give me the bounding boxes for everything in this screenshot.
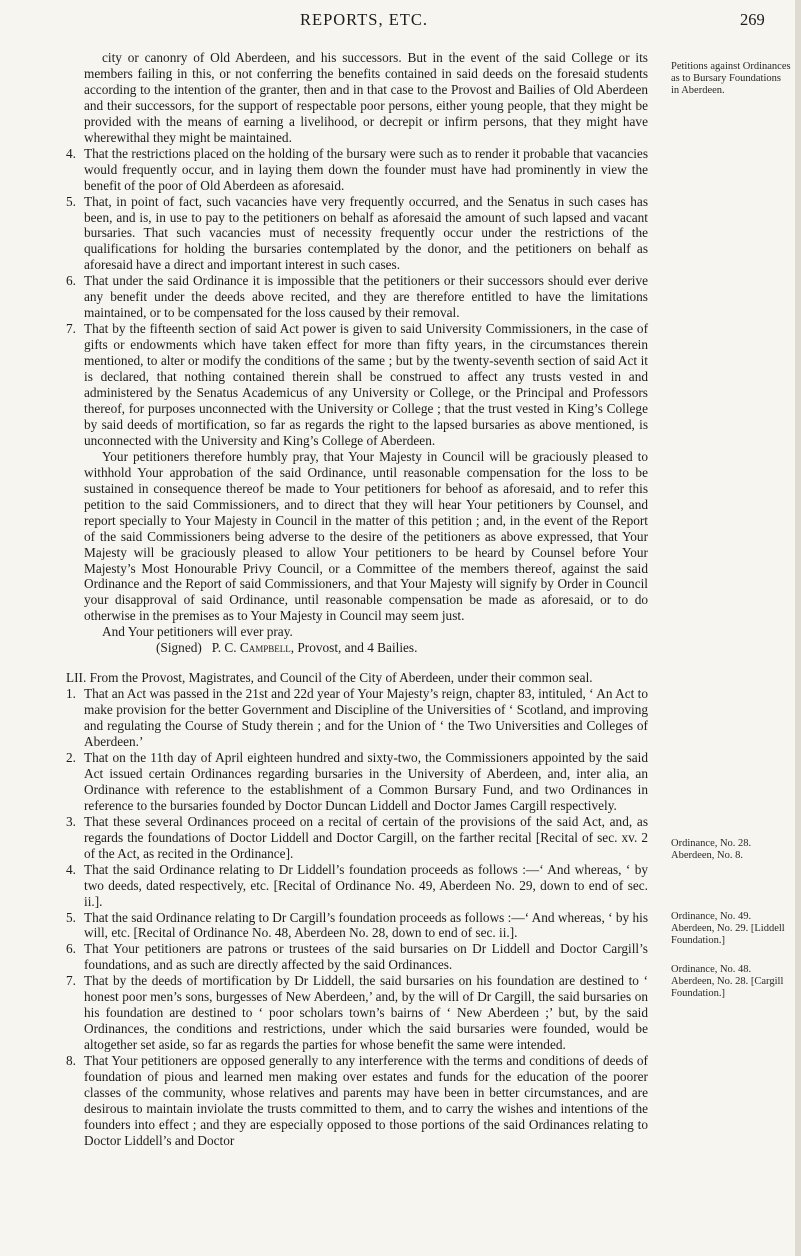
item-number: 8. — [66, 1053, 76, 1069]
item-text: That the said Ordinance relating to Dr Cargill’s foundation proceeds as follows :—‘ And whereas, ‘ by his will, etc. [Recital of Ordinance No. 48, Aberdeen No. 28, down to end of sec. ii.]. — [84, 909, 649, 941]
item-number: 4. — [66, 861, 76, 877]
margin-note: Petitions against Ordinances as to Bursary Foundations in Aberdeen. — [671, 61, 791, 96]
running-title: REPORTS, ETC. — [300, 10, 428, 29]
numbered-item — [48, 941, 648, 973]
numbered-item — [48, 814, 648, 862]
item-number: 2. — [66, 749, 76, 765]
margin-note: Ordinance, No. 49. Aberdeen, No. 29. [Liddell Foundation.] — [671, 911, 785, 946]
item-text: That Your petitioners are patrons or trustees of the said bursaries on Dr Liddell and Doctor Cargill’s foundations, and as such are directly affected by the said Ordinances. — [84, 941, 648, 973]
item-text: That by the deeds of mortification by Dr Liddell, the said bursaries on his foundation are destined to ‘ honest poor men’s sons, burgesses of New Aberdeen,’ and, by the will of Dr Cargill, the said bursaries on his foundation are destined to ‘ poor scholars town’s bairns of ‘ New Aberdeen ;’ but, by the said Ordinances, the conditions and restrictions, under which the said bursaries were founded, would be altogether set aside, so far as regards the parties for whose benefit the same were intended. — [84, 973, 648, 1053]
item-text: That under the said Ordinance it is impossible that the petitioners or their successors should ever derive any benefit under the deeds above recited, and they are therefore entitled to have the limitations maintained, or to be compensated for the loss caused by their removal. — [84, 273, 648, 321]
page-number: 269 — [740, 10, 765, 29]
item-text: That the restrictions placed on the holding of the bursary were such as to render it probable that vacancies would frequently occur, and in laying them down the founder must have had prominently in view the benefit of the poor of Old Aberdeen as aforesaid. — [84, 145, 648, 193]
numbered-item — [48, 686, 648, 750]
signed-label: (Signed) — [156, 640, 202, 656]
item-number: 7. — [66, 321, 76, 337]
petition-list-b — [48, 686, 648, 1149]
running-header — [0, 10, 801, 50]
item-text: That on the 11th day of April eighteen hundred and sixty-two, the Commissioners appointed by the said Act issued certain Ordinances regarding bursaries in the University of Aberdeen, and, inter alia, an Ordinance with reference to the establishment of a Common Bursary Fund, and two Ordinances in reference to the bursaries founded by Doctor Duncan Liddell and Doctor James Cargill respectively. — [84, 749, 648, 813]
ever-pray-line: And Your petitioners will ever pray. — [102, 624, 293, 640]
item-number: 3. — [66, 813, 76, 829]
item-text: That these several Ordinances proceed on a recital of certain of the provisions of the said Act, and, as regards the foundations of Doctor Liddell and Doctor Cargill, on the farther recital [Recital of sec. xv. 2 of the Act, as recited in the Ordinance]. — [84, 813, 648, 861]
item-text: That an Act was passed in the 21st and 22d year of Your Majesty’s reign, chapter 83, intituled, ‘ An Act to make provision for the better Government and Discipline of the Universities of ‘ Scotland, and improving and regulating the Course of Study therein ; and for the Union of ‘ the Two Universities and Colleges of Aberdeen.’ — [84, 686, 648, 750]
section-heading: LII. From the Provost, Magistrates, and Council of the City of Aberdeen, under their common seal. — [66, 670, 593, 686]
item-text: That Your petitioners are opposed generally to any interference with the terms and conditions of deeds of foundation of pious and learned men making over estates and funds for the education of the poorer classes of the community, whose relatives and parents may have been in better circumstances, and are desirous to maintain inviolate the trusts committed to them, and to carry the wishes and intentions of the founders into effect ; and they are especially opposed to those portions of the said Ordinances relating to Doctor Liddell’s and Doctor — [84, 1053, 648, 1148]
margin-note: Ordinance, No. 28. Aberdeen, No. 8. — [671, 838, 752, 861]
signature-line — [48, 640, 648, 656]
numbered-item — [48, 910, 648, 942]
petition-list-a — [48, 146, 648, 449]
item-number: 7. — [66, 973, 76, 989]
item-number: 5. — [66, 909, 76, 925]
item-number: 4. — [66, 145, 76, 161]
numbered-item — [48, 750, 648, 814]
numbered-item — [48, 273, 648, 321]
numbered-item — [48, 862, 648, 910]
numbered-item — [48, 194, 648, 274]
item-text: That, in point of fact, such vacancies have very frequently occurred, and the Senatus in such cases has been, and is, in use to pay to the petitioners on behalf as aforesaid the amount of such lapsed and vacant bursaries. That such vacancies must of necessity frequently occur under the restrictions of the qualifications for holding the bursaries contemplated by the donor, and the petitioners on behalf as aforesaid have a direct and important interest in such cases. — [84, 193, 648, 273]
signatory-title: , Provost, and 4 Bailies. — [290, 640, 418, 656]
item-text: That the said Ordinance relating to Dr Liddell’s foundation proceeds as follows :—‘ And whereas, ‘ by two deeds, dated respectively, etc. [Recital of Ordinance No. 49, Aberdeen No. 29, down to end of sec. ii.]. — [84, 861, 648, 909]
signatory-name: P. C. Campbell — [211, 640, 291, 656]
numbered-item — [48, 321, 648, 449]
item-text: That by the fifteenth section of said Act power is given to said University Commissioners, in the case of gifts or endowments which have taken effect for more than fifty years, in the circumstances therein mentioned, to alter or modify the conditions of the same ; but by the twenty-seventh section of said Act it is declared, that nothing contained therein shall be construed to affect any trusts vested in and administered by the Senatus Academicus of any University or College, or the Principal and Professors thereof, for purposes unconnected with the University or College ; that the trust vested in King’s College by said deeds of mortification, so far as regards the right to the lapsed bursaries as above mentioned, is unconnected with the University and King’s College of Aberdeen. — [84, 321, 648, 448]
item-number: 1. — [66, 686, 76, 702]
item-number: 6. — [66, 273, 76, 289]
numbered-item — [48, 1053, 648, 1149]
body-text — [48, 50, 648, 1149]
numbered-item — [48, 973, 648, 1053]
item-number: 6. — [66, 941, 76, 957]
numbered-item — [48, 146, 648, 194]
prayer-paragraph: Your petitioners therefore humbly pray, that Your Majesty in Council will be graciously pleased to withhold Your approbation of the said Ordinance, until reasonable compensation for the loss to be sustained in consequence thereof be made to Your petitioners for behoof as aforesaid, and to refer this petition to the said Commissioners, and to direct that they will hear Your petitioners by Counsel, and report specially to Your Majesty in Council in the matter of this petition ; and, in the event of the Report of the said Commissioners being adverse to the desire of the petitioners as above expressed, that Your Majesty will be graciously pleased to allow Your petitioners to be heard by Counsel before Your Majesty’s Most Honourable Privy Council, or a Committee of the members thereof, against the said Ordinance and the Report of said Commissioners, and that Your Majesty will signify by Order in Council your disapproval of said Ordinance, until reasonable compensation be made as aforesaid, or to do otherwise in the premises as to Your Majesty in Council may seem just. — [84, 448, 648, 624]
item-number: 5. — [66, 193, 76, 209]
lead-paragraph: city or canonry of Old Aberdeen, and his successors. But in the event of the said College or its members failing in this, or not conferring the benefits contained in said deeds on the foresaid students according to the intention of the granter, then and in that case to the Provost and Bailies of Old Aberdeen and their successors, for the support of respectable poor persons, either young people, that they might be provided with the means of earning a livelihood, or decrepit or infirm persons, that they might have wherewithal they might be maintained. — [84, 50, 648, 145]
margin-note: Ordinance, No. 48. Aberdeen, No. 28. [Cargill Foundation.] — [671, 964, 784, 999]
page-edge — [795, 0, 801, 1256]
